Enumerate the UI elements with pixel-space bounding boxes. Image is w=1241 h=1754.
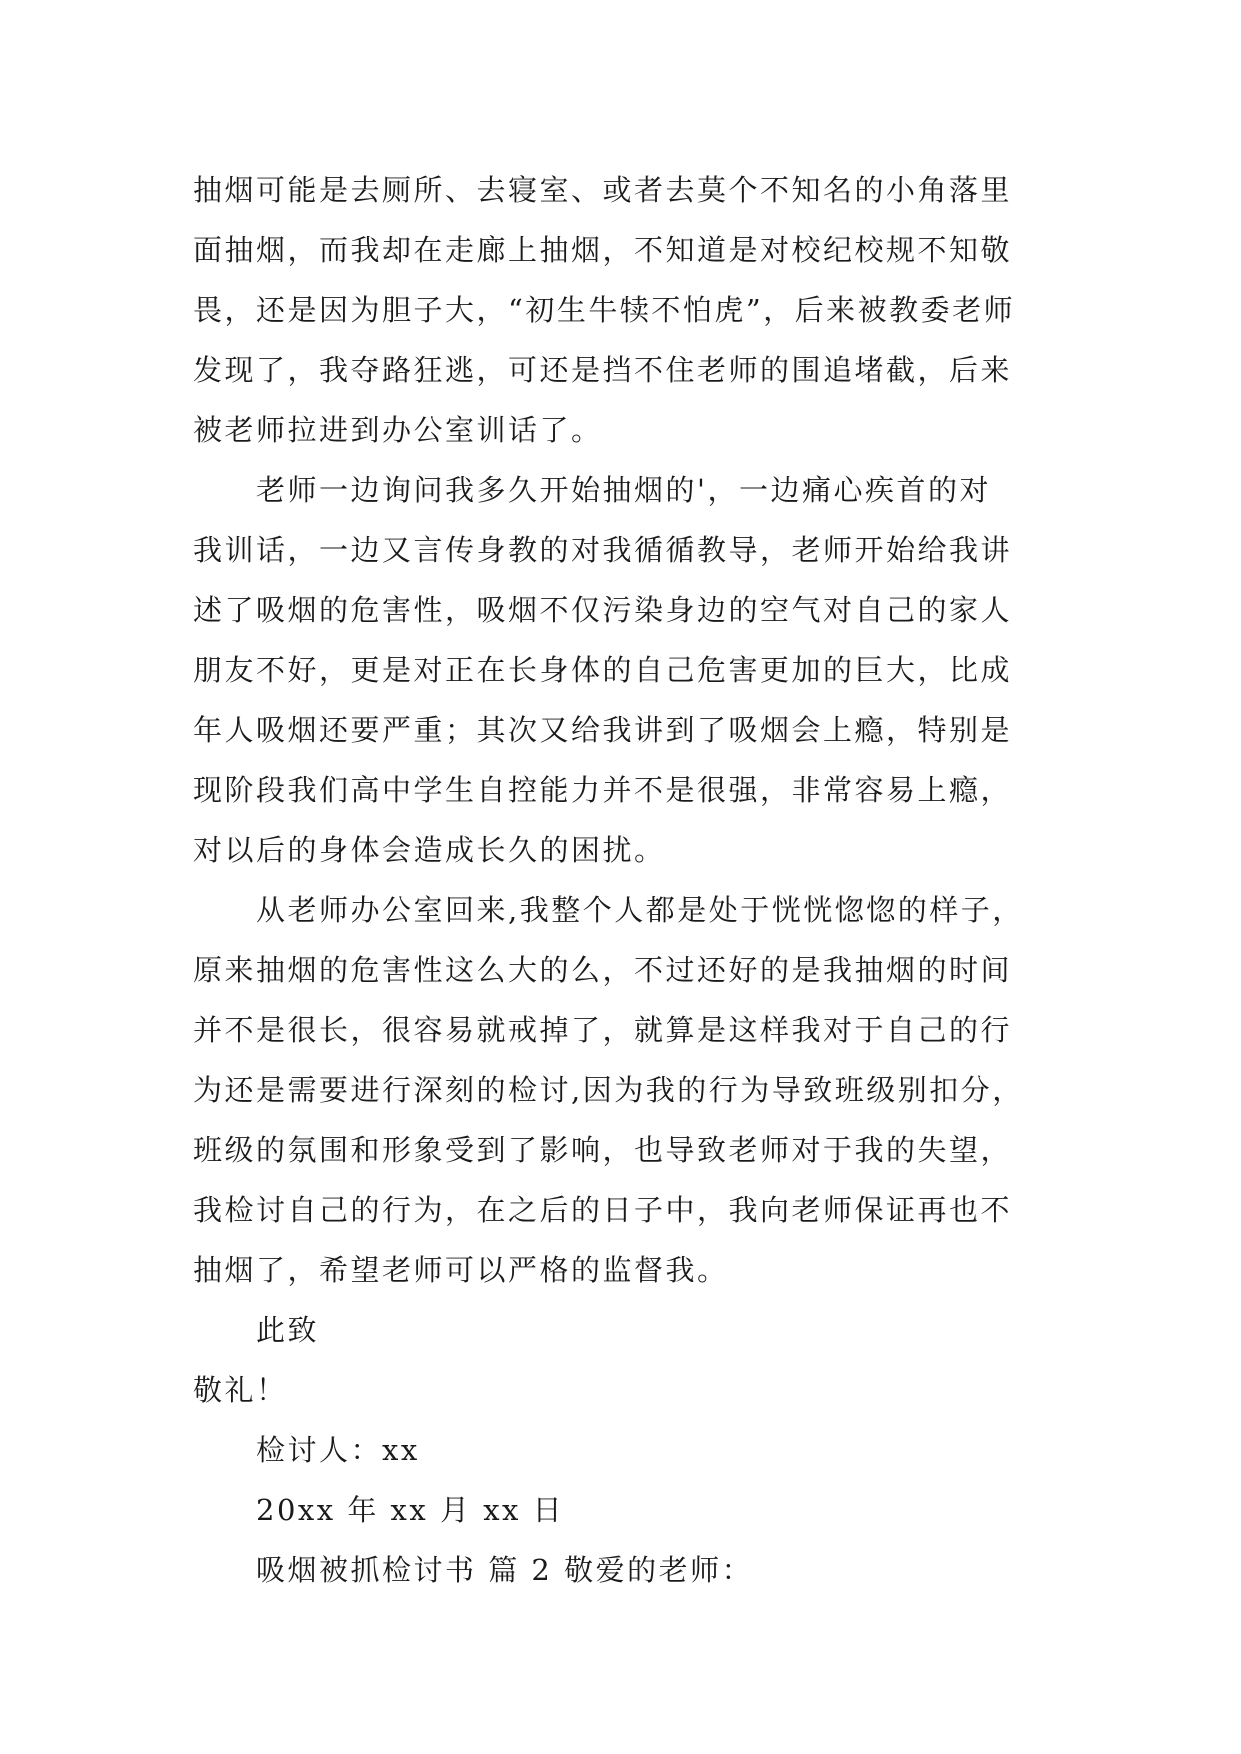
- text-line: 抽烟可能是去厕所、去寝室、或者去莫个不知名的小角落里: [193, 173, 1013, 207]
- text-line: 对以后的身体会造成长久的困扰。: [193, 833, 666, 867]
- text-line: 老师一边询问我多久开始抽烟的'，一边痛心疾首的对: [256, 473, 991, 507]
- text-line: 现阶段我们高中学生自控能力并不是很强，非常容易上瘾，: [193, 773, 1013, 807]
- text-line: 原来抽烟的危害性这么大的么，不过还好的是我抽烟的时间: [193, 953, 1013, 987]
- text-line: 我检讨自己的行为，在之后的日子中，我向老师保证再也不: [193, 1193, 1013, 1227]
- text-line: 述了吸烟的危害性，吸烟不仅污染身边的空气对自己的家人: [193, 593, 1013, 627]
- paragraph-2: [193, 460, 1063, 880]
- text-line: 抽烟了，希望老师可以严格的监督我。: [193, 1253, 729, 1287]
- text-line: 为还是需要进行深刻的检讨,因为我的行为导致班级别扣分，: [193, 1073, 1024, 1107]
- paragraph-3: [193, 880, 1063, 1300]
- text-line: 我训话，一边又言传身教的对我循循教导，老师开始给我讲: [193, 533, 1013, 567]
- text-line: 年人吸烟还要严重；其次又给我讲到了吸烟会上瘾，特别是: [193, 713, 1013, 747]
- document-body: [193, 160, 1063, 1600]
- paragraph-1: [193, 160, 1063, 460]
- text-line: 并不是很长，很容易就戒掉了，就算是这样我对于自己的行: [193, 1013, 1013, 1047]
- text-line: 班级的氛围和形象受到了影响，也导致老师对于我的失望，: [193, 1133, 1013, 1167]
- text-line: 畏，还是因为胆子大，“初生牛犊不怕虎”，后来被教委老师: [193, 293, 1016, 327]
- date-line: 20xx 年 xx 月 xx 日: [256, 1493, 565, 1527]
- text-line: 发现了，我夺路狂逃，可还是挡不住老师的围追堵截，后来: [193, 353, 1013, 387]
- text-line: 被老师拉进到办公室训话了。: [193, 413, 603, 447]
- next-section-heading: 吸烟被抓检讨书 篇 2 敬爱的老师：: [256, 1553, 754, 1587]
- closing-salutation: 此致: [256, 1313, 320, 1347]
- text-line: 从老师办公室回来,我整个人都是处于恍恍惚惚的样子，: [256, 893, 1024, 927]
- signature-line: 检讨人：xx: [256, 1433, 420, 1467]
- text-line: 朋友不好，更是对正在长身体的自己危害更加的巨大，比成: [193, 653, 1013, 687]
- closing-respect: 敬礼！: [193, 1373, 288, 1407]
- text-line: 面抽烟，而我却在走廊上抽烟，不知道是对校纪校规不知敬: [193, 233, 1013, 267]
